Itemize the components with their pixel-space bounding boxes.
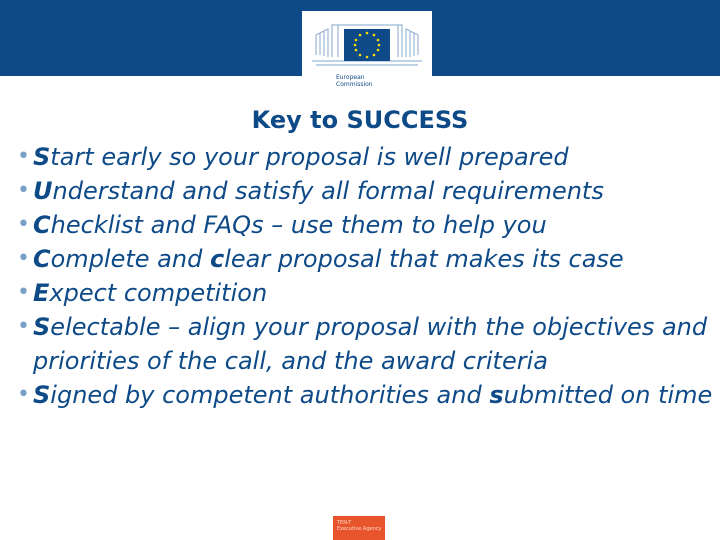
- bullet-text-continued: ubmitted on time: [503, 381, 713, 409]
- bullet-lead: C: [33, 245, 51, 273]
- bullet-lead: E: [33, 279, 50, 307]
- slide-title: Key to SUCCESS: [251, 106, 469, 134]
- bullet-lead: S: [33, 313, 51, 341]
- bullet-item: [17, 378, 717, 412]
- bullet-text: hecklist and FAQs – use them to help you: [50, 211, 547, 239]
- berlaymont-building-icon: [310, 17, 424, 69]
- logo-caption: [336, 74, 373, 88]
- bullet-dot-icon: •: [17, 280, 30, 305]
- bullet-dot-icon: •: [17, 382, 30, 407]
- logo-text-line1: European: [336, 74, 365, 81]
- footer-logo-line2: Executive Agency: [337, 526, 382, 532]
- bullet-dot-icon: •: [17, 314, 30, 339]
- bullet-text: electable – align your proposal with the objectives and priorities of the call, and the award criteria: [33, 313, 708, 375]
- bullet-text: xpect competition: [49, 279, 268, 307]
- bullet-lead: U: [33, 177, 53, 205]
- bullet-dot-icon: •: [17, 144, 30, 169]
- bullet-text-continued: lear proposal that makes its case: [224, 245, 624, 273]
- bullet-lead-inline: c: [209, 245, 225, 273]
- ten-t-agency-logo: [333, 516, 385, 540]
- footer-logo-line1: TEN-T: [337, 520, 352, 526]
- bullet-lead-inline: s: [489, 381, 504, 409]
- bullet-lead: S: [33, 381, 51, 409]
- bullet-text: tart early so your proposal is well prepared: [50, 143, 569, 171]
- bullet-lead: S: [33, 143, 51, 171]
- bullet-item: [17, 174, 717, 208]
- bullet-lead: C: [33, 211, 51, 239]
- bullet-item: [17, 242, 717, 276]
- european-commission-logo: [302, 11, 432, 101]
- bullet-dot-icon: •: [17, 178, 30, 203]
- bullet-item: [17, 208, 717, 242]
- bullet-dot-icon: •: [17, 246, 30, 271]
- bullet-text: nderstand and satisfy all formal requirements: [52, 177, 604, 205]
- logo-text-line2: Commission: [336, 81, 373, 88]
- bullet-dot-icon: •: [17, 212, 30, 237]
- bullet-list: [17, 140, 717, 412]
- bullet-text: igned by competent authorities and: [50, 381, 490, 409]
- bullet-text: omplete and: [50, 245, 210, 273]
- bullet-item: [17, 140, 717, 174]
- bullet-item: [17, 276, 717, 310]
- bullet-item: [17, 310, 717, 378]
